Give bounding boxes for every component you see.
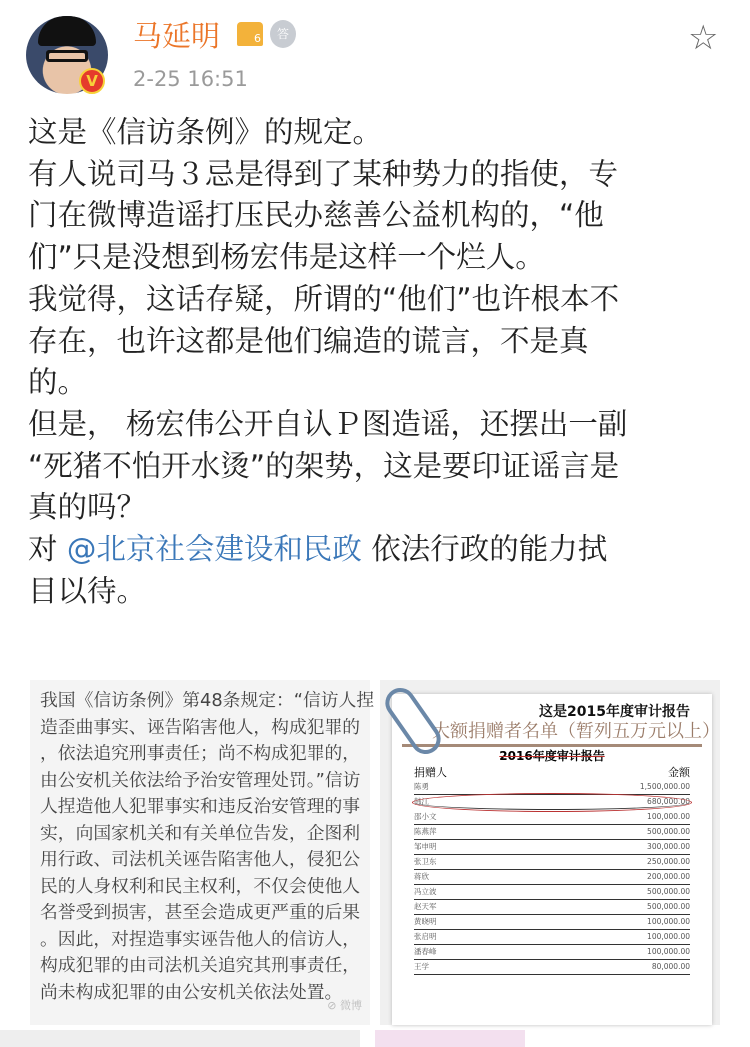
struck-title: 2016年度审计报告 (499, 749, 605, 763)
donor-name: 韩江 (414, 797, 429, 806)
body-line-mention (28, 529, 728, 571)
table-row (414, 840, 690, 855)
donation-amount: 680,000.00 (647, 797, 690, 806)
author-name[interactable]: 马延明 (133, 19, 221, 53)
medal-icon[interactable]: 答 (270, 20, 296, 48)
donation-amount: 100,000.00 (647, 932, 690, 941)
body-line: 门在微博造谣打压民办慈善公益机构的，“他 (28, 198, 604, 233)
col-donor: 捐赠人 (414, 766, 447, 779)
table-row (414, 930, 690, 945)
glasses-graphic (46, 50, 88, 62)
donor-name: 冯立波 (414, 887, 437, 896)
report-subtitle: 大额捐赠者名单（暂列五万元以上） (432, 721, 720, 742)
donor-name: 陈燕萍 (414, 827, 437, 836)
body-line: 目以待。 (28, 573, 147, 608)
watermark: ⊘ 微博 (327, 998, 362, 1012)
more-images-strip[interactable] (0, 1030, 750, 1047)
donation-amount: 500,000.00 (647, 827, 690, 836)
donation-amount: 200,000.00 (647, 872, 690, 881)
body-line: 存在，也许这都是他们编造的谎言，不是真 (28, 323, 589, 358)
mention-suffix: 依法行政的能力拭 (361, 532, 608, 567)
table-row (414, 780, 690, 795)
table-row (414, 855, 690, 870)
star-icon[interactable]: ☆ (688, 18, 719, 58)
body-line: “死猪不怕开水烫”的架势，这是要印证谣言是 (28, 448, 620, 483)
body-line: 这是《信访条例》的规定。 (28, 115, 383, 149)
regulation-line: 实，向国家机关和有关单位告发，企图利 (40, 822, 361, 844)
regulation-line: 人捏造他人犯罪事实和违反治安管理的事 (40, 796, 361, 817)
cap-graphic (38, 16, 96, 46)
body-line: 我觉得，这话存疑，所谓的“他们”也许根本不 (28, 281, 620, 316)
verified-badge-icon: V (79, 68, 105, 94)
regulation-line: 用行政、司法机关诬告陷害他人，侵犯公 (40, 849, 361, 870)
donation-amount: 300,000.00 (647, 842, 690, 851)
attached-image-regulation[interactable] (30, 680, 375, 1025)
body-line: 有人说司马３忌是得到了某种势力的指使，专 (28, 156, 619, 191)
divider (402, 744, 702, 747)
col-amount: 金额 (668, 766, 690, 779)
body-line: 的。 (28, 365, 88, 400)
mention-prefix: 对 (28, 532, 67, 567)
donor-name: 王学 (414, 962, 429, 971)
donation-amount: 100,000.00 (647, 917, 690, 926)
donation-amount: 500,000.00 (647, 887, 690, 896)
mention-link[interactable]: @北京社会建设和民政 (66, 532, 362, 567)
body-line: 们”只是没想到杨宏伟是这样一个烂人。 (28, 240, 545, 275)
regulation-line: 我国《信访条例》第48条规定：“信访人捏 (40, 690, 375, 711)
donation-amount: 250,000.00 (647, 857, 690, 866)
report-title: 这是2015年度审计报告 (539, 704, 690, 720)
table-row (414, 900, 690, 915)
table-row (414, 870, 690, 885)
donor-name: 张卫东 (414, 857, 437, 866)
table-row (414, 945, 690, 960)
table-row (414, 915, 690, 930)
donor-name: 邵小文 (414, 812, 437, 821)
donor-name: 蒋欣 (414, 872, 429, 881)
body-line: 真的吗？ (28, 490, 147, 525)
donor-name: 潘春峰 (414, 947, 437, 956)
donation-amount: 80,000.00 (651, 962, 690, 971)
regulation-line: ，依法追究刑事责任；尚不构成犯罪的， (40, 743, 361, 764)
attached-image-audit-report[interactable] (380, 680, 720, 1025)
donation-amount: 500,000.00 (647, 902, 690, 911)
regulation-line: 。因此，对捏造事实诬告他人的信访人， (40, 928, 361, 950)
table-header (414, 766, 690, 779)
table-row (414, 795, 690, 810)
donation-amount: 1,500,000.00 (639, 782, 690, 791)
table-row (414, 885, 690, 900)
table-row (414, 810, 690, 825)
regulation-line: 由公安机关依法给予治安管理处罚。”信访 (40, 769, 361, 791)
table-row (414, 960, 690, 975)
regulation-line: 尚未构成犯罪的由公安机关依法处置。 (40, 981, 343, 1003)
vip-crown-icon[interactable]: 6 (237, 22, 263, 46)
donor-name: 邹申明 (414, 842, 437, 851)
regulation-line: 构成犯罪的由司法机关追究其刑事责任， (40, 955, 361, 976)
regulation-line: 名誉受到损害，甚至会造成更严重的后果 (40, 902, 361, 923)
donor-name: 赵天军 (414, 902, 437, 911)
donor-name: 张启明 (414, 932, 437, 941)
donor-name: 陈勇 (414, 782, 429, 791)
donation-amount: 100,000.00 (647, 812, 690, 821)
regulation-line: 民的人身权利和民主权利，不仅会使他人 (40, 875, 361, 897)
body-line: 但是， 杨宏伟公开自认Ｐ图造谣，还摆出一副 (28, 406, 628, 441)
post-timestamp: 2-25 16:51 (133, 67, 248, 91)
table-row (414, 825, 690, 840)
post-body (28, 112, 728, 612)
donor-name: 黄晓明 (414, 917, 437, 926)
donation-amount: 100,000.00 (647, 947, 690, 956)
regulation-line: 造歪曲事实、诬告陷害他人，构成犯罪的 (40, 716, 361, 738)
